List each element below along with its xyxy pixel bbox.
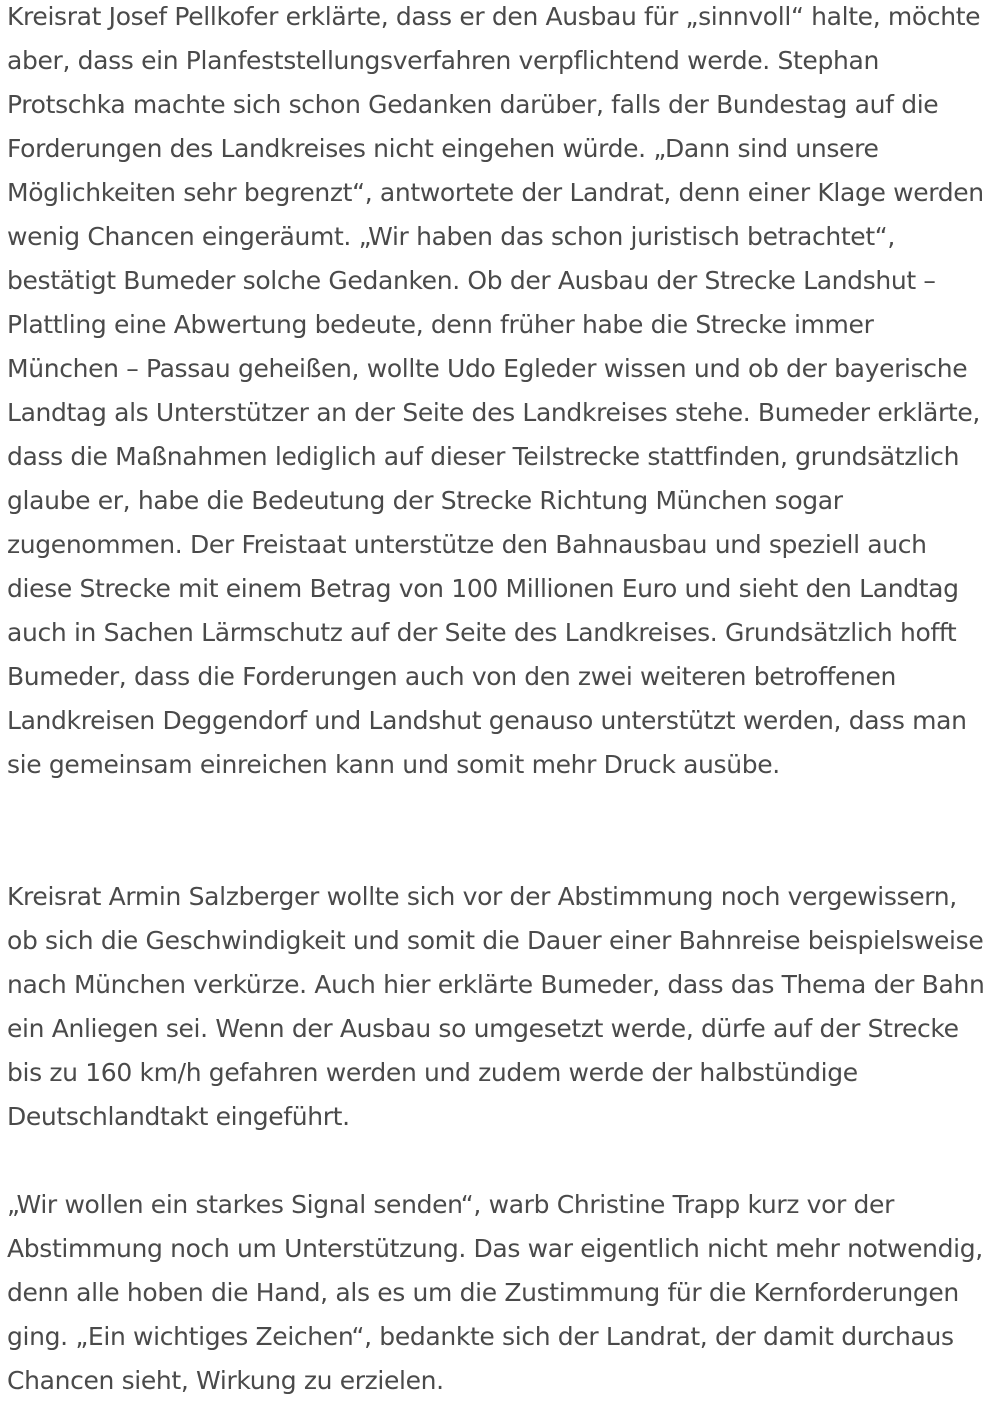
paragraph-3: „Wir wollen ein starkes Signal senden“, warb Christine Trapp kurz vor der Abstimmung noch um Unterstützung. Das war eigentlich nicht mehr notwendig, denn alle hoben die Hand, als es um die Zustimmung für die Kernforderungen ging. „Ein wichtiges Zeichen“, bedankte sich der Landrat, der damit durchaus Chancen sieht, Wirkung zu erzielen. — [7, 1190, 983, 1395]
paragraph-1: Kreisrat Josef Pellkofer erklärte, dass er den Ausbau für „sinnvoll“ halte, möchte aber, dass ein Planfeststellungsverfahren verpflichtend werde. Stephan Protschka machte sich schon Gedanken darüber, falls der Bundestag auf die Forderungen des Landkreises nicht eingehen würde. „Dann sind unsere Möglichkeiten sehr begrenzt“, antwortete der Landrat, denn einer Klage werden wenig Chancen eingeräumt. „Wir haben das schon juristisch betrachtet“, bestätigt Bumeder solche Gedanken. Ob der Ausbau der Strecke Landshut – Plattling eine Abwertung bedeute, denn früher habe die Strecke immer München – Passau geheißen, wollte Udo Egleder wissen und ob der bayerische Landtag als Unterstützer an der Seite des Landkreises stehe. Bumeder erklärte, dass die Maßnahmen lediglich auf dieser Teilstrecke stattfinden, grundsätzlich glaube er, habe die Bedeutung der Strecke Richtung München sogar zugenommen. Der Freistaat unterstütze den Bahnausbau und speziell auch diese Strecke mit einem Betrag von 100 Millionen Euro und sieht den Landtag auch in Sachen Lärmschutz auf der Seite des Landkreises. Grundsätzlich hofft Bumeder, dass die Forderungen auch von den zwei weiteren betroffenen Landkreisen Deggendorf und Landshut genauso unterstützt werden, dass man sie gemeinsam einreichen kann und somit mehr Druck ausübe. — [7, 2, 984, 779]
paragraph-2: Kreisrat Armin Salzberger wollte sich vor der Abstimmung noch vergewissern, ob sich die Geschwindigkeit und somit die Dauer einer Bahnreise beispielsweise nach München verkürze. Auch hier erklärte Bumeder, dass das Thema der Bahn ein Anliegen sei. Wenn der Ausbau so umgesetzt werde, dürfe auf der Strecke bis zu 160 km/h gefahren werden und zudem werde der halbstündige Deutschlandtakt eingeführt. — [7, 882, 985, 1131]
